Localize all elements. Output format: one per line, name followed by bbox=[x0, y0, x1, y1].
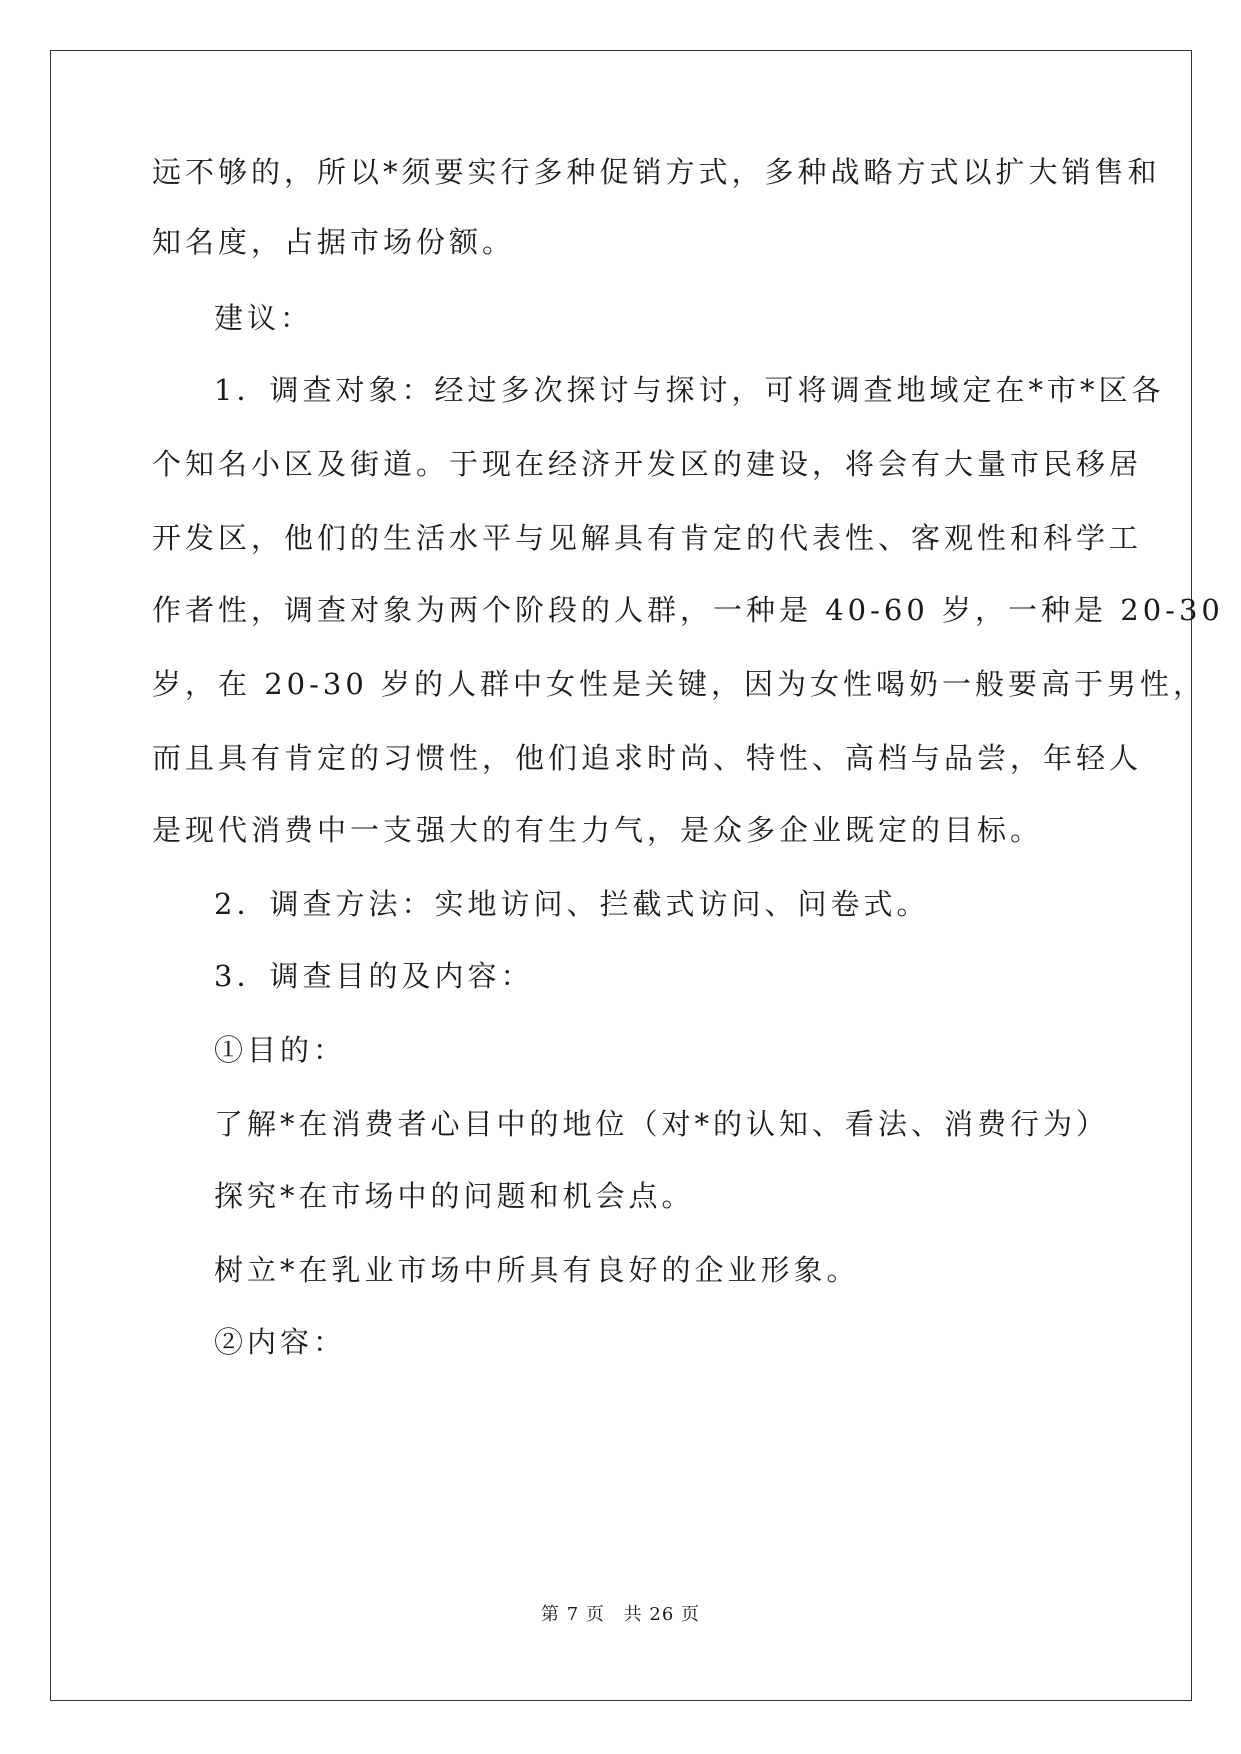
page-total: 共 26 页 bbox=[623, 1604, 700, 1625]
body-line: 知名度，占据市场份额。 bbox=[152, 225, 516, 259]
body-line: 探究*在市场中的问题和机会点。 bbox=[214, 1179, 695, 1213]
body-line: ②内容： bbox=[214, 1325, 347, 1359]
body-line: 开发区，他们的生活水平与见解具有肯定的代表性、客观性和科学工 bbox=[152, 521, 1143, 555]
body-line: 树立*在乳业市场中所具有良好的企业形象。 bbox=[214, 1253, 860, 1287]
page-number: 第 7 页 bbox=[541, 1604, 605, 1625]
body-line: 3．调查目的及内容： bbox=[214, 959, 534, 993]
body-line: 个知名小区及街道。于现在经济开发区的建设，将会有大量市民移居 bbox=[152, 447, 1143, 481]
body-line: ①目的： bbox=[214, 1033, 347, 1067]
body-line: 2．调查方法：实地访问、拦截式访问、问卷式。 bbox=[214, 887, 930, 921]
body-line: 岁，在 20-30 岁的人群中女性是关键，因为女性喝奶一般要高于男性， bbox=[152, 667, 1207, 701]
section-heading: 建议： bbox=[214, 301, 314, 335]
body-line: 而且具有肯定的习惯性，他们追求时尚、特性、高档与品尝，年轻人 bbox=[152, 741, 1143, 775]
body-line: 是现代消费中一支强大的有生力气，是众多企业既定的目标。 bbox=[152, 813, 1044, 847]
body-line: 了解*在消费者心目中的地位（对*的认知、看法、消费行为） bbox=[214, 1107, 1110, 1141]
body-line: 1．调查对象：经过多次探讨与探讨，可将调查地域定在*市*区各 bbox=[214, 373, 1165, 407]
body-line: 远不够的，所以*须要实行多种促销方式，多种战略方式以扩大销售和 bbox=[152, 155, 1161, 189]
page-footer bbox=[0, 1600, 1241, 1626]
body-line: 作者性，调查对象为两个阶段的人群，一种是 40-60 岁，一种是 20-30 bbox=[152, 593, 1224, 627]
